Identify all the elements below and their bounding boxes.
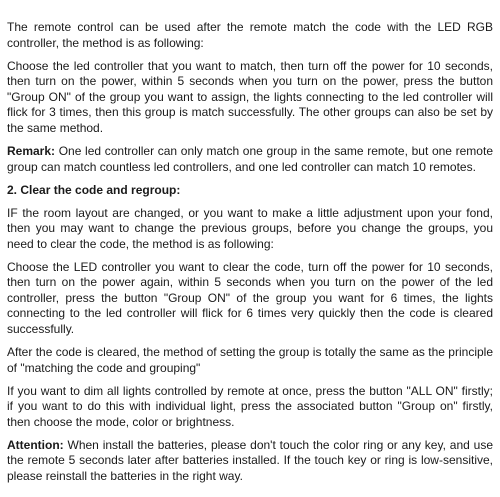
- section-heading: 2. Clear the code and regroup:: [7, 182, 181, 197]
- regroup-intro-paragraph: IF the room layout are changed, or you want to make a little adjustment upon your fond, then you may want to change the previous groups, before you change the groups, you need to clear the code, the method is as following:: [7, 205, 493, 251]
- attention-text: When install the batteries, please don't touch the color ring or any key, and use the remote 5 seconds later after batteries installed. If the touch key or ring is low-sensitive, please reinstall the batteries in the right way.: [7, 437, 493, 483]
- clear-code-steps-paragraph: Choose the LED controller you want to clear the code, turn off the power for 10 seconds, then turn on the power again, within 5 seconds when you turn on the power of the led controller, press the button "Group ON" of the group you want for 6 times, the lights connecting to the led controller will flick for 6 times very quickly then the code is cleared successfully.: [7, 259, 493, 337]
- remark-text: One led controller can only match one group in the same remote, but one remote group can match countless led controllers, and one led controller can match 10 remotes.: [7, 143, 493, 174]
- attention-label: Attention:: [7, 437, 64, 452]
- matching-steps-paragraph: Choose the led controller that you want to match, then turn off the power for 10 seconds, then turn on the power, within 5 seconds when you turn on the power, press the button "Group ON" of the group you want to assign, the lights connecting to the led controller will flick for 3 times, then this group is match successfully. The other groups can also be set by the same method.: [7, 58, 493, 135]
- intro-paragraph: The remote control can be used after the remote match the code with the LED RGB controller, the method is as following:: [7, 20, 493, 50]
- document-body: [7, 20, 493, 492]
- remark-paragraph: [7, 144, 493, 175]
- remark-label: Remark:: [7, 143, 56, 158]
- attention-paragraph: [7, 438, 493, 485]
- after-clear-paragraph: After the code is cleared, the method of setting the group is totally the same as the principle of "matching the code and grouping": [7, 345, 493, 375]
- dimming-paragraph: If you want to dim all lights controlled by remote at once, press the button "ALL ON" firstly; if you want to do this with individual light, press the associated button "Group on" firstly, then choose the mode, color or brightness.: [7, 383, 493, 429]
